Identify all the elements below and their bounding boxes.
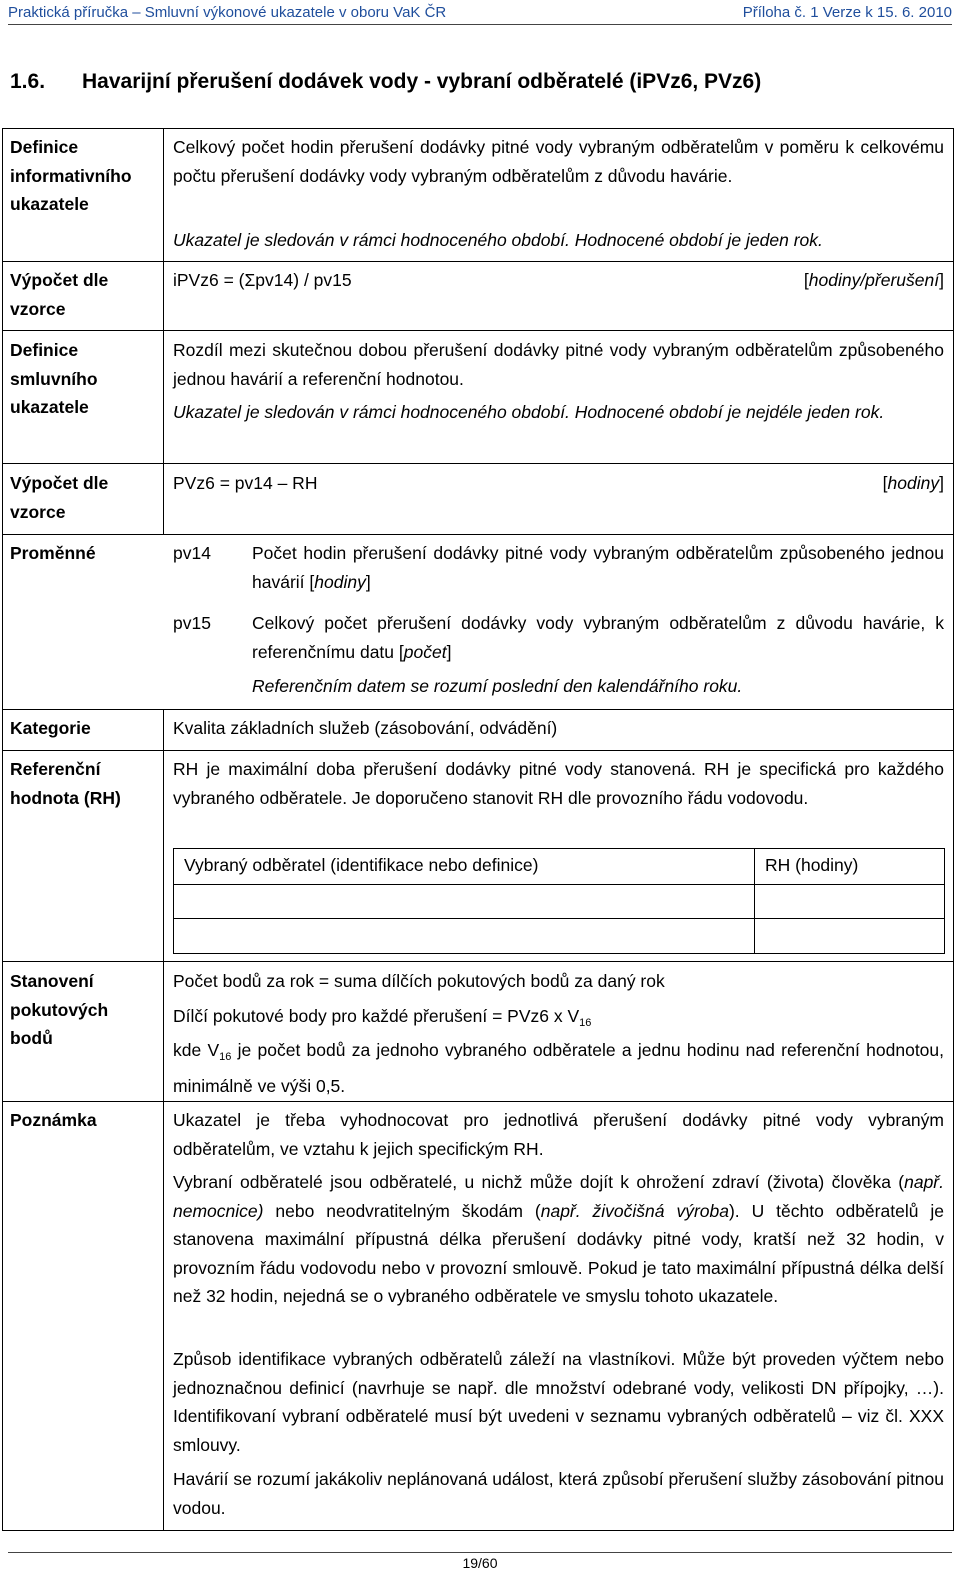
variable-description: Počet hodin přerušení dodávky pitné vody vybraným odběratelům způsobeného jednou havárií [hodiny]	[252, 543, 944, 592]
label-definition-informative: Definice informativního ukazatele	[10, 137, 132, 214]
header-version: Příloha č. 1 Verze k 15. 6. 2010	[742, 4, 952, 21]
label-category: Kategorie	[10, 718, 91, 738]
table-header-rh: RH (hodiny)	[765, 855, 859, 875]
section-number: 1.6.	[10, 70, 46, 93]
variable-note: Referenčním datem se rozumí poslední den kalendářního roku.	[252, 676, 743, 696]
header-title: Praktická příručka – Smluvní výkonové ukazatele v oboru VaK ČR	[8, 4, 447, 21]
penalty-line-1: Počet bodů za rok = suma dílčích pokutových bodů za daný rok	[173, 971, 665, 991]
section-title: Havarijní přerušení dodávek vody - vybraní odběratelé (iPVz6, PVz6)	[82, 70, 762, 93]
note-paragraph-1: Ukazatel je třeba vyhodnocovat pro jednotlivá přerušení dodávky pitné vody vybraným odběratelům, ve vztahu k jejich specifickým RH.	[173, 1110, 944, 1159]
label-calculation-2: Výpočet dle vzorce	[10, 473, 109, 522]
formula-ipvz6	[173, 266, 944, 294]
variable-description: Celkový počet přerušení dodávky vody vybraným odběratelům z důvodu havárie, k referenčnímu datu [počet]	[252, 613, 944, 662]
note-paragraph-3: Způsob identifikace vybraných odběratelů záleží na vlastníkovi. Může být proveden výčtem nebo jednoznačnou definicí (navrhuje se např. dle množství odebrané vody, velikosti DN přípojky, …). Identifikovaní vybraní odběratelé musí být uvedeni v seznamu vybraných odběratelů – viz čl. XXX smlouvy.	[173, 1349, 944, 1455]
label-definition-contract: Definice smluvního ukazatele	[10, 340, 98, 417]
reference-text: RH je maximální doba přerušení dodávky pitné vody stanovená. RH je specifická pro každého vybraného odběratele. Je doporučeno stanovit RH dle provozního řádu vodovodu.	[173, 759, 944, 808]
definition-contract-note: Ukazatel je sledován v rámci hodnoceného období. Hodnocené období je nejdéle jeden rok.	[173, 402, 885, 422]
note-paragraph-4: Havárií se rozumí jakákoliv neplánovaná událost, která způsobí přerušení služby zásobování pitnou vodou.	[173, 1469, 944, 1518]
definition-informative-text: Celkový počet hodin přerušení dodávky pitné vody vybraným odběratelům v poměru k celkovému počtu přerušení dodávky vody vybraným odběratelům z důvodu havárie.	[173, 137, 944, 186]
page-footer	[8, 1552, 952, 1571]
label-calculation-1: Výpočet dle vzorce	[10, 270, 109, 319]
label-note: Poznámka	[10, 1110, 97, 1130]
formula-pvz6-expression: PVz6 = pv14 – RH	[173, 473, 318, 493]
reference-value-table	[173, 848, 945, 954]
page-number: 19/60	[462, 1555, 498, 1571]
category-text: Kvalita základních služeb (zásobování, odvádění)	[173, 718, 558, 738]
label-variables: Proměnné	[10, 543, 96, 563]
formula-pvz6-unit: [hodiny]	[882, 473, 944, 493]
table-header-customer: Vybraný odběratel (identifikace nebo definice)	[184, 855, 539, 875]
formula-pvz6	[173, 469, 944, 497]
definition-informative-note: Ukazatel je sledován v rámci hodnoceného období. Hodnocené období je jeden rok.	[173, 230, 823, 250]
definition-contract-text: Rozdíl mezi skutečnou dobou přerušení dodávky pitné vody vybraným odběratelům způsobeného jednou havárií a referenční hodnotou.	[173, 340, 944, 389]
penalty-line-3: kde $V_{16}$ je počet bodů za jednoho vybraného odběratele a jednu hodinu nad referenční hodnotou, minimálně ve výši 0,5.	[173, 1040, 945, 1096]
variable-name: pv15	[173, 613, 211, 633]
variable-name: pv14	[173, 543, 211, 563]
formula-ipvz6-unit: [hodiny/přerušení]	[803, 270, 944, 290]
formula-ipvz6-expression: iPVz6 = (Σpv14) / pv15	[173, 270, 352, 290]
label-penalty-points: Stanovení pokutových bodů	[10, 971, 109, 1048]
penalty-line-2: Dílčí pokutové body pro každé přerušení = PVz6 x $V_{16}$	[173, 1006, 592, 1029]
note-paragraph-2: Vybraní odběratelé jsou odběratelé, u nichž může dojít k ohrožení zdraví (života) člověka (např. nemocnice) nebo neodvratitelným škodám (např. živočišná výroba). U těchto odběratelů je stanovena maximální přípustná délka přerušení dodávky pitné vody, kratší než 32 hodin, v provozním řádu vodovodu nebo v provozní smlouvě. Pokud je tato maximální přípustná délka delší než 32 hodin, nejedná se o vybraného odběratele ve smyslu tohoto ukazatele.	[173, 1172, 944, 1306]
label-reference-value: Referenční hodnota (RH)	[10, 759, 121, 808]
